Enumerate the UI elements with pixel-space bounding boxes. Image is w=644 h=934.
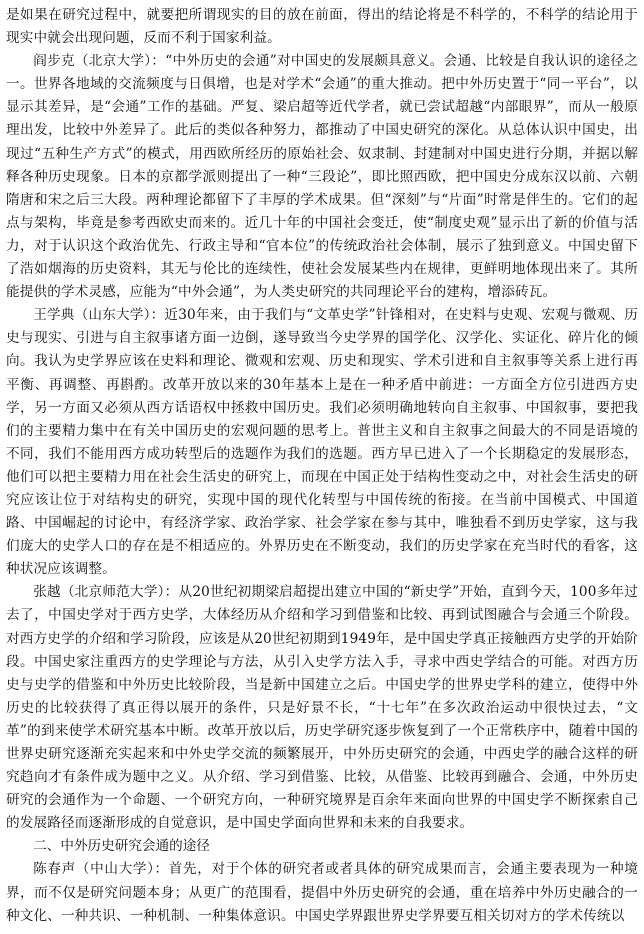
paragraph-continued: 是如果在研究过程中，就要把所谓现实的目的放在前面，得出的结论将是不科学的，不科学的结论用于现实中就会出现问题，反而不利于国家利益。 xyxy=(6,7,638,47)
section-heading: 二、中外历史研究会通的途径 xyxy=(33,838,210,855)
paragraph-zhang-yue: 张越（北京师范大学）：从20世纪初期梁启超提出建立中国的“新史学”开始，直到今天，100多年过去了，中国史学对于西方史学，大体经历从介绍和学习到借鉴和比较、再到试图融合与会通三个阶段。对西方史学的介绍和学习阶段，应该是从20世纪初期到1949年，是中国史学真正接触西方史学的开始阶段。中国史家注重西方的史学理论与方法，从引入史学方法入手，寻求中西史学结合的可能。对西方历史与史学的借鉴和中外历史比较阶段，当是新中国建立之后。中国史学的世界史学科的建立，使得中外历史的比较获得了真正得以展开的条件，只是好景不长，“十七年”在多次政治运动中很快过去，“文革”的到来使学术研究基本中断。改革开放以后，历史学研究逐步恢复到了一个正常秩序中，随着中国的世界史研究逐渐充实起来和中外史学交流的频繁展开，中外历史研究的会通，中西史学的融合这样的研究趋向才有条件成为题中之义。从介绍、学习到借鉴、比较，从借鉴、比较再到融合、会通，中外历史研究的会通作为一个命题、一个研究方向，一种研究境界是百余年来面向世界的中国史学不断探索自己的发展路径而逐渐形成的自觉意识，是中国史学面向世界和未来的自我要求。 xyxy=(6,584,638,832)
paragraph-yan-buke: 阎步克（北京大学）：“中外历史的会通”对中国史的发展颇具意义。会通、比较是自我认识的途径之一。世界各地域的交流频度与日俱增，也是对学术“会通”的重大推动。把中外历史置于“同一平台”，以显示其差异，是“会通”工作的基础。严复、梁启超等近代学者，就已尝试超越“内部眼界”，而从一般原理出发，比较中外差异了。此后的类似各种努力，都推动了中国史研究的深化。从总体认识中国史，出现过“五种生产方式”的模式，用西欧所经历的原始社会、奴隶制、封建制对中国史进行分期，并据以解释各种历史现象。日本的京都学派则提出了一种“三段论”，即比照西欧，把中国史分成东汉以前、六朝隋唐和宋之后三大段。两种理论都留下了丰厚的学术成果。但“深刻”与“片面”时常是伴生的。它们的起点与架构，毕竟是参考西欧史而来的。近几十年的中国社会变迁，使“制度史观”显示出了新的价值与活力，对于认识这个政治优先、行政主导和“官本位”的传统政治社会体制，展示了独到意义。中国史留下了浩如烟海的历史资料，其无与伦比的连续性，使社会发展某些内在规律，更鲜明地体现出来了。其所能提供的学术灵感，应能为“中外会通”，为人类史研究的共同理论平台的建构，增添砖瓦。 xyxy=(6,53,638,301)
paragraph-wang-xuedian: 王学典（山东大学）：近30年来，由于我们与“文革史学”针锋相对，在史料与史观、宏观与微观、历史与现实、引进与自主叙事诸方面一边倒，遂导致当今史学界的国学化、汉学化、实证化、碎片化的倾向。我认为史学界应该在史料和理论、微观和宏观、历史和现实、学术引进和自主叙事等关系上进行再平衡、再调整、再斟酌。改革开放以来的30年基本上是在一种矛盾中前进：一方面全方位引进西方史学，另一方面又必须从西方话语权中拯救中国历史。我们必须明确地转向自主叙事、中国叙事，要把我们的主要精力集中在有关中国历史的宏观问题的思考上。普世主义和自主叙事之间最大的不同是语境的不同，我们不能用西方成功转型后的选题作为我们的选题。西方早已进入了一个长期稳定的发展形态，他们可以把主要精力用在社会生活史的研究上，而现在中国正处于结构性变动之中，对社会生活史的研究应该让位于对结构史的研究，实现中国的现代化转型与中国传统的衔接。在当前中国模式、中国道路、中国崛起的讨论中，有经济学家、政治学家、社会学家在参与其中，唯独看不到历史学家，这与我们庞大的史学人口的存在是不相适应的。外界历史在不断变动，我们的历史学家在充当时代的看客，这种状况应该调整。 xyxy=(6,307,638,578)
paragraph-chen-chunsheng: 陈春声（中山大学）：首先，对于个体的研究者或者具体的研究成果而言，会通主要表现为一种境界，而不仅是研究问题本身；从更广的范围看，提倡中外历史研究的会通，重在培养中外历史融合的一种文化、一种共识、一种机制、一种集体意识。中国史学界跟世界史学界要互相关切对方的学术传统以 xyxy=(6,861,638,924)
